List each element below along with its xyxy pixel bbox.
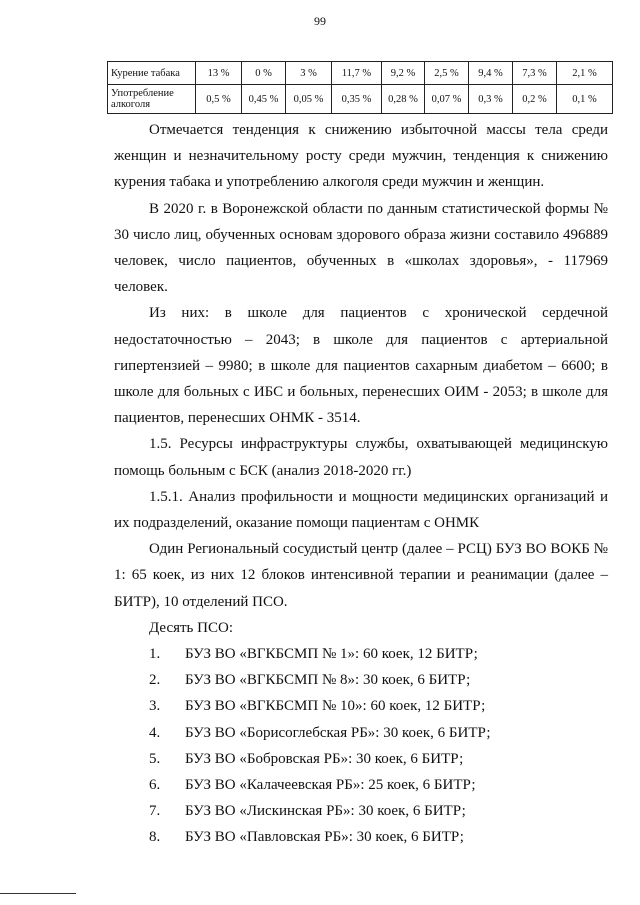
paragraph-rsc: Один Региональный сосудистый центр (далее – РСЦ) БУЗ ВО ВОКБ № 1: 65 коек, из них 12 блоков интенсивной терапии и реанимации (далее – БИТР), 10 отделений ПСО.	[114, 541, 608, 610]
list-text: БУЗ ВО «ВГКБСМП № 8»: 30 коек, 6 БИТР;	[185, 672, 471, 689]
list-text: БУЗ ВО «Лискинская РБ»: 30 коек, 6 БИТР;	[185, 803, 466, 820]
table-row	[108, 62, 613, 85]
list-text: БУЗ ВО «ВГКБСМП № 1»: 60 коек, 12 БИТР;	[185, 646, 478, 663]
list-item	[114, 824, 608, 850]
table-cell: 0,35 %	[332, 85, 382, 114]
section-heading-1-5-1: 1.5.1. Анализ профильности и мощности медицинских организаций и их подразделений, оказание помощи пациентам с ОНМК	[114, 488, 608, 532]
paragraph-statistics: В 2020 г. в Воронежской области по данным статистической формы № 30 число лиц, обученных основам здорового образа жизни составило 496889 человек, число пациентов, обученных в «школах здоровья», - 117969 человек.	[114, 200, 608, 296]
table-cell: 0,1 %	[557, 85, 613, 114]
list-text: БУЗ ВО «Бобровская РБ»: 30 коек, 6 БИТР;	[185, 750, 464, 767]
list-item	[114, 772, 608, 798]
table-row	[108, 85, 613, 114]
paragraph-pso-intro: Десять ПСО:	[149, 619, 233, 636]
page-number: 99	[314, 14, 326, 28]
list-text: БУЗ ВО «ВГКБСМП № 10»: 60 коек, 12 БИТР;	[185, 698, 486, 715]
list-item	[114, 667, 608, 693]
list-text: БУЗ ВО «Калачеевская РБ»: 25 коек, 6 БИТР;	[185, 777, 476, 794]
table-cell: 0,05 %	[286, 85, 332, 114]
table-cell: 0,5 %	[196, 85, 242, 114]
list-number: 2.	[149, 672, 161, 689]
table-cell: 0,3 %	[469, 85, 513, 114]
statistics-table	[107, 61, 613, 114]
footnote-divider	[0, 893, 76, 894]
table-cell: 13 %	[196, 62, 242, 85]
table-cell: 7,3 %	[513, 62, 557, 85]
list-text: БУЗ ВО «Борисоглебская РБ»: 30 коек, 6 БИТР;	[185, 724, 491, 741]
table-cell: 0,07 %	[425, 85, 469, 114]
list-number: 4.	[149, 724, 161, 741]
list-number: 3.	[149, 698, 161, 715]
table-cell: 0,2 %	[513, 85, 557, 114]
list-number: 1.	[149, 646, 161, 663]
list-item	[114, 641, 608, 667]
pso-list	[114, 641, 608, 851]
list-item	[114, 720, 608, 746]
list-number: 7.	[149, 803, 161, 820]
table-cell: 0,45 %	[242, 85, 286, 114]
paragraph-schools: Из них: в школе для пациентов с хронической сердечной недостаточностью – 2043; в школе для пациентов с артериальной гипертензией – 9980; в школе для пациентов сахарным диабетом – 6600; в школе для больных с ИБС и больных, перенесших ОИМ - 2053; в школе для пациентов, перенесших ОНМК - 3514.	[114, 305, 608, 427]
list-item	[114, 798, 608, 824]
table-cell: 9,2 %	[382, 62, 425, 85]
body-text	[114, 117, 608, 851]
list-number: 8.	[149, 829, 161, 846]
table-cell: 9,4 %	[469, 62, 513, 85]
table-cell: 2,1 %	[557, 62, 613, 85]
paragraph-trends: Отмечается тенденция к снижению избыточной массы тела среди женщин и незначительному росту среди мужчин, тенденция к снижению курения табака и употреблению алкоголя среди мужчин и женщин.	[114, 122, 608, 191]
list-item	[114, 746, 608, 772]
table-cell: 0,28 %	[382, 85, 425, 114]
list-item	[114, 693, 608, 719]
section-heading-1-5: 1.5. Ресурсы инфраструктуры службы, охватывающей медицинскую помощь больным с БСК (анализ 2018-2020 гг.)	[114, 436, 608, 479]
row-label: Курение табака	[108, 62, 196, 85]
table-cell: 3 %	[286, 62, 332, 85]
list-text: БУЗ ВО «Павловская РБ»: 30 коек, 6 БИТР;	[185, 829, 464, 846]
list-number: 6.	[149, 777, 161, 794]
list-number: 5.	[149, 750, 161, 767]
table-cell: 11,7 %	[332, 62, 382, 85]
table-cell: 2,5 %	[425, 62, 469, 85]
row-label: Употребление алкоголя	[108, 85, 196, 114]
table-cell: 0 %	[242, 62, 286, 85]
